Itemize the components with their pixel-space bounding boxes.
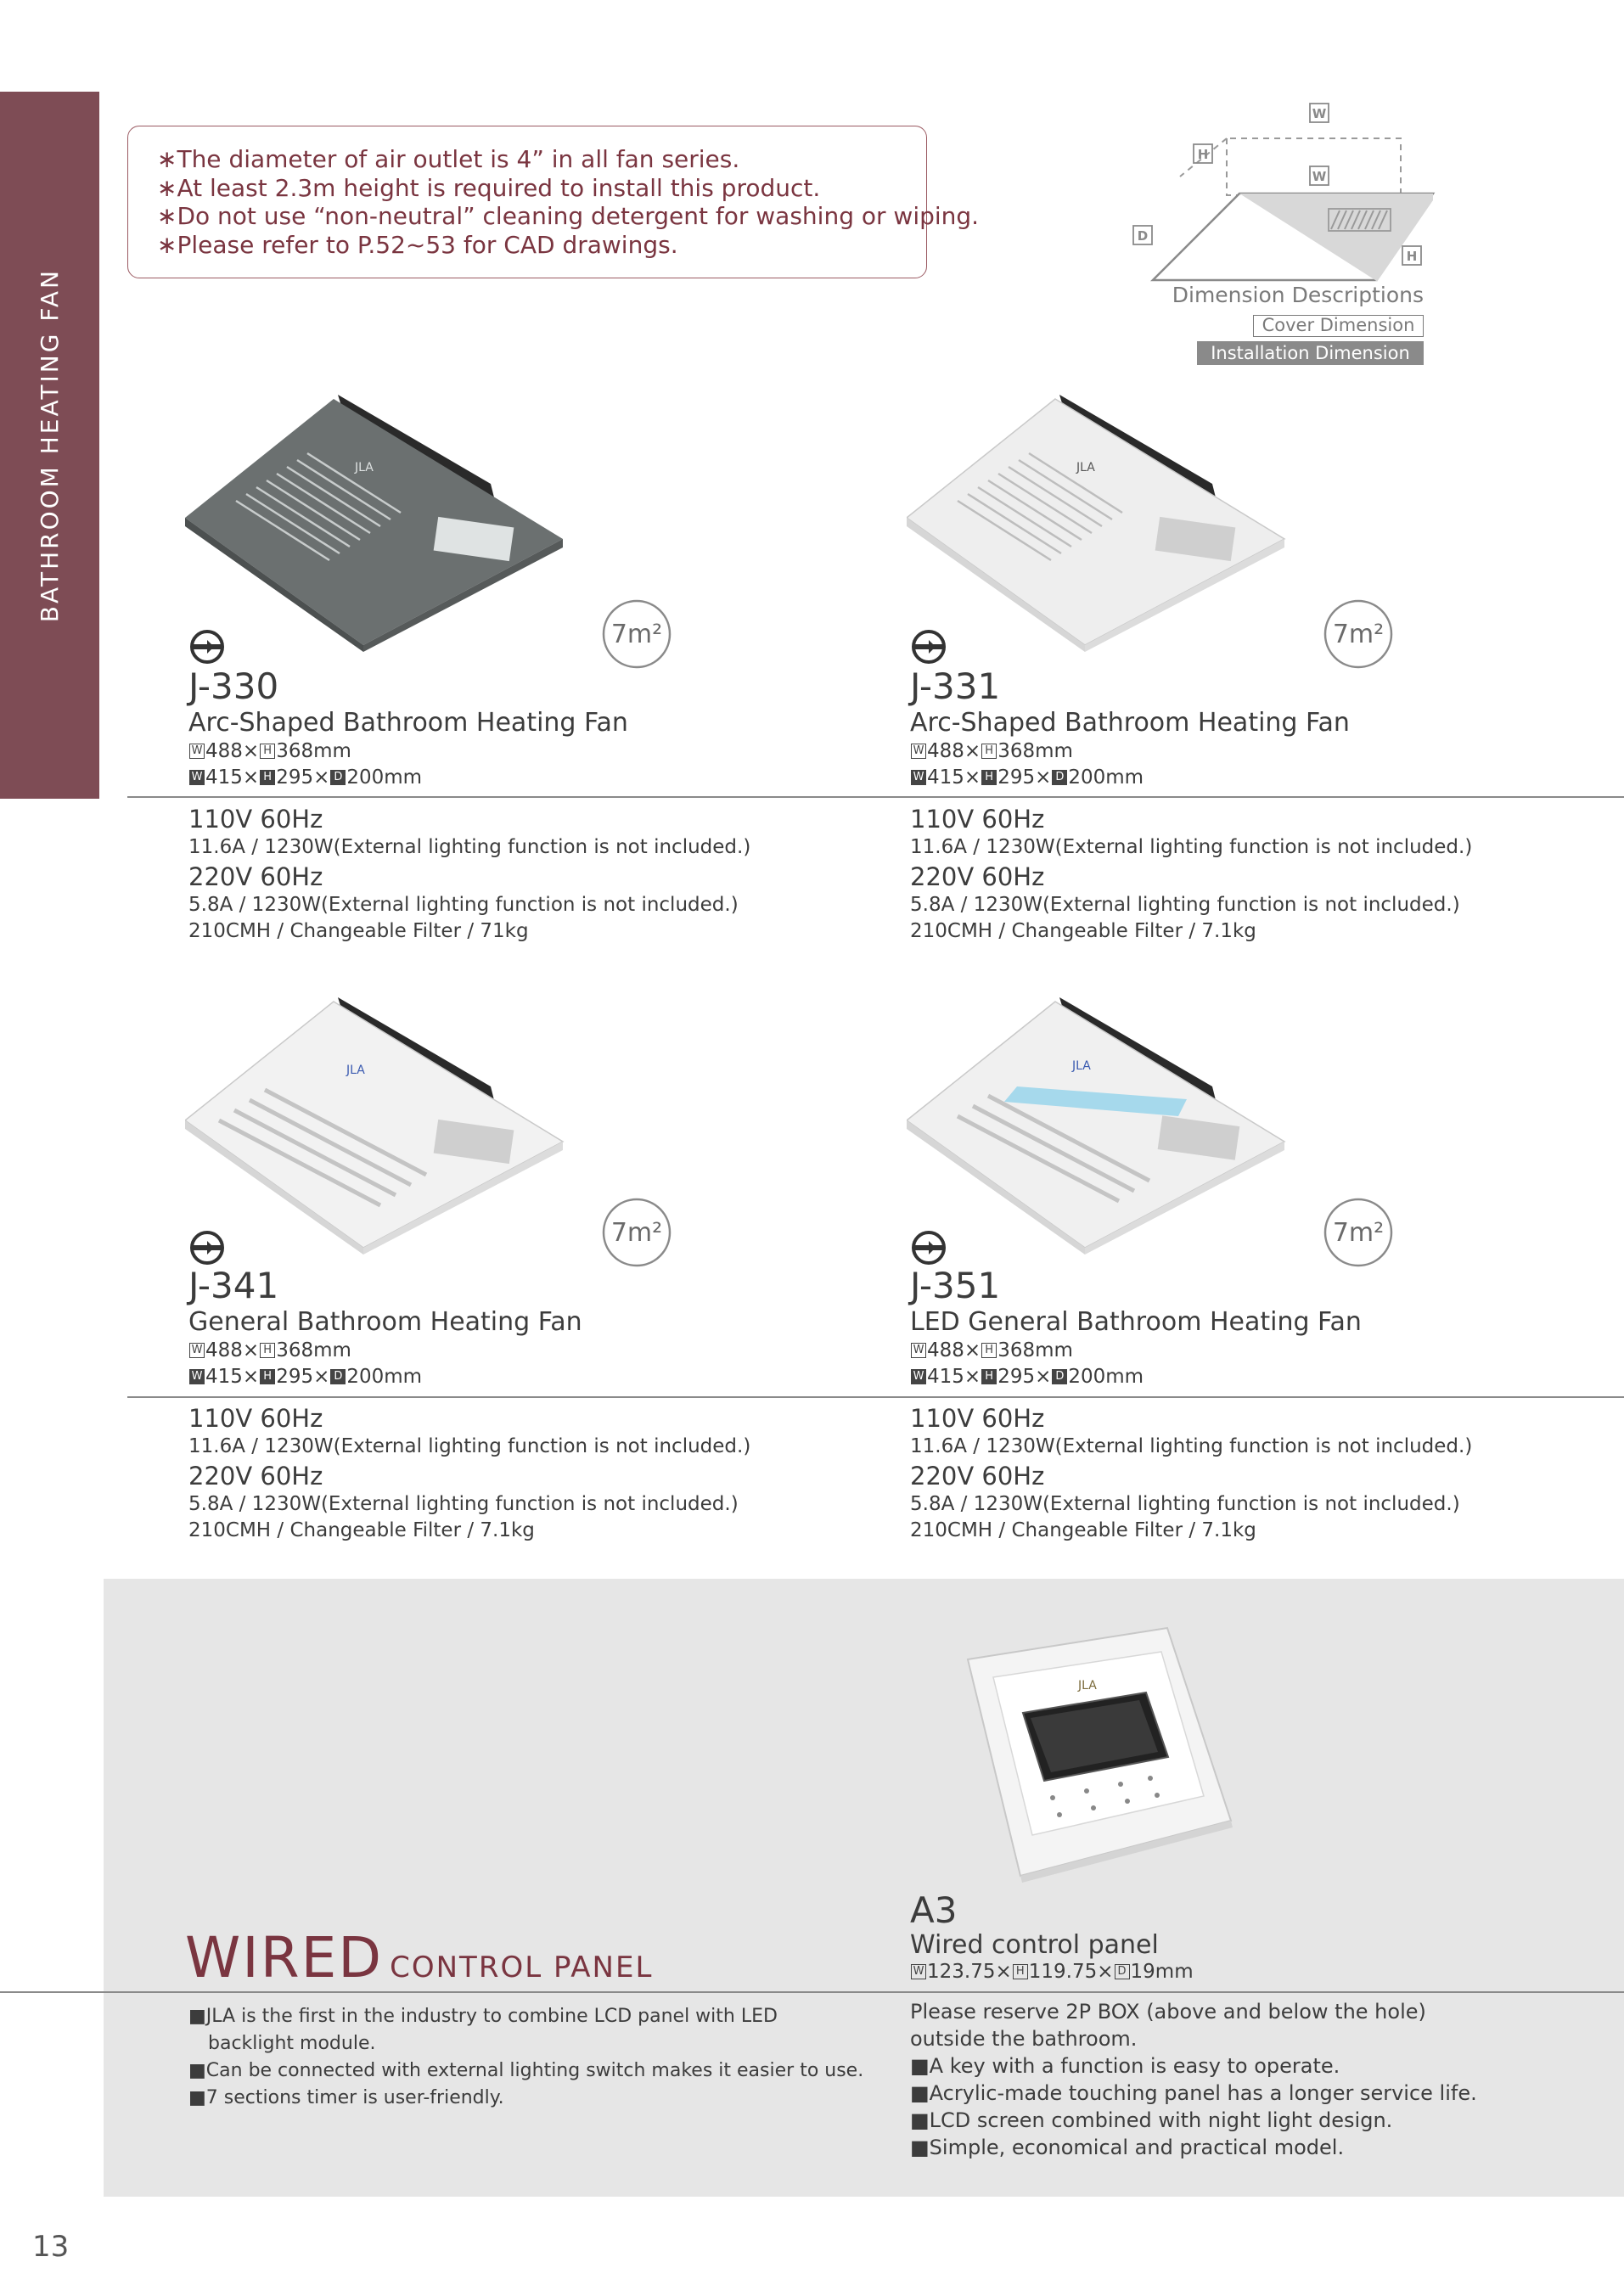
brand-logo: JLA — [1076, 461, 1095, 474]
voltage-220: 220V 60Hz — [188, 1462, 323, 1490]
product-model: J-341 — [188, 1265, 279, 1306]
wired-title-big: WIRED — [185, 1925, 384, 1990]
cover-dimensions: W 488 × H 368mm — [910, 738, 1073, 764]
coverage-badge-icon — [1323, 598, 1394, 670]
install-dimensions: W 415 × H 295 × D 200mm — [188, 1364, 422, 1389]
spec-220: 5.8A / 1230W(External lighting function is not included.) — [188, 894, 739, 916]
coverage-badge-icon — [601, 598, 672, 670]
feature-line: ■Can be connected with external lighting switch makes it easier to use. — [188, 2060, 864, 2081]
product-image-j341 — [185, 993, 567, 1256]
spec-extra: 210CMH / Changeable Filter / 7.1kg — [188, 1519, 535, 1541]
note-line: ∗Please refer to P.52~53 for CAD drawings. — [157, 230, 678, 259]
feature-line: backlight module. — [208, 2033, 376, 2054]
wired-title-small: CONTROL PANEL — [390, 1951, 654, 1984]
certification-mark-icon — [910, 1229, 947, 1266]
installation-dimension-label: Installation Dimension — [1197, 341, 1424, 365]
brand-logo: JLA — [355, 461, 374, 474]
coverage-badge-icon — [601, 1197, 672, 1268]
product-image-j331 — [907, 390, 1289, 654]
voltage-110: 110V 60Hz — [910, 805, 1045, 834]
section-divider — [127, 1396, 1624, 1398]
coverage-badge-icon — [1323, 1197, 1394, 1268]
dim-label-h: H — [1197, 147, 1209, 162]
voltage-220: 220V 60Hz — [910, 862, 1045, 891]
voltage-220: 220V 60Hz — [188, 862, 323, 891]
product-image-j351 — [907, 993, 1289, 1256]
product-model: J-331 — [910, 665, 1001, 707]
dim-label-h2: H — [1406, 249, 1418, 264]
cover-dimensions: W 488 × H 368mm — [188, 1338, 351, 1363]
voltage-110: 110V 60Hz — [188, 805, 323, 834]
side-tab-label-wrap — [0, 92, 99, 799]
section-divider — [0, 1991, 1624, 1993]
dimension-title: Dimension Descriptions — [1172, 283, 1424, 307]
product-name: Arc-Shaped Bathroom Heating Fan — [188, 708, 628, 738]
a3-dimensions: W 123.75 × H 119.75 × D 19mm — [910, 1959, 1194, 1984]
install-dimensions: W 415 × H 295 × D 200mm — [910, 765, 1144, 790]
section-divider — [127, 796, 1624, 798]
control-panel-image — [959, 1621, 1239, 1884]
coverage-badge-text: 7m² — [610, 620, 663, 649]
spec-110: 11.6A / 1230W(External lighting function is not included.) — [910, 836, 1473, 858]
note-line: ∗At least 2.3m height is required to install this product. — [157, 173, 821, 202]
voltage-110: 110V 60Hz — [910, 1404, 1045, 1433]
brand-logo: JLA — [1078, 1679, 1097, 1693]
feature-line: ■7 sections timer is user-friendly. — [188, 2087, 504, 2108]
spec-110: 11.6A / 1230W(External lighting function is not included.) — [188, 836, 751, 858]
product-model: J-330 — [188, 665, 279, 707]
certification-mark-icon — [910, 628, 947, 665]
spec-extra: 210CMH / Changeable Filter / 7.1kg — [910, 920, 1256, 942]
coverage-badge-text: 7m² — [1332, 1218, 1385, 1248]
wired-control-panel-title — [185, 1925, 653, 1990]
dim-label-w2: W — [1312, 169, 1327, 184]
a3-model: A3 — [910, 1889, 958, 1931]
product-image-j330 — [185, 390, 567, 654]
product-name: LED General Bathroom Heating Fan — [910, 1307, 1362, 1337]
brand-logo: JLA — [346, 1064, 365, 1077]
note-line: ∗The diameter of air outlet is 4” in all fan series. — [157, 145, 740, 173]
a3-line: outside the bathroom. — [910, 2027, 1138, 2051]
spec-110: 11.6A / 1230W(External lighting function is not included.) — [910, 1435, 1473, 1457]
spec-110: 11.6A / 1230W(External lighting function is not included.) — [188, 1435, 751, 1457]
product-name: General Bathroom Heating Fan — [188, 1307, 582, 1337]
certification-mark-icon — [188, 628, 226, 665]
coverage-badge-text: 7m² — [1332, 620, 1385, 649]
spec-extra: 210CMH / Changeable Filter / 7.1kg — [910, 1519, 1256, 1541]
a3-name: Wired control panel — [910, 1930, 1159, 1960]
certification-mark-icon — [188, 1229, 226, 1266]
cover-dimension-label: Cover Dimension — [1253, 315, 1424, 337]
a3-line: ■LCD screen combined with night light design. — [910, 2108, 1393, 2132]
brand-logo: JLA — [1072, 1059, 1091, 1073]
voltage-220: 220V 60Hz — [910, 1462, 1045, 1490]
side-tab-label: BATHROOM HEATING FAN — [36, 267, 64, 623]
product-model: J-351 — [910, 1265, 1001, 1306]
feature-line: ■JLA is the first in the industry to combine LCD panel with LED — [188, 2006, 778, 2027]
spec-220: 5.8A / 1230W(External lighting function is not included.) — [188, 1493, 739, 1515]
a3-line: Please reserve 2P BOX (above and below the hole) — [910, 2000, 1426, 2024]
coverage-badge-text: 7m² — [610, 1218, 663, 1248]
install-dimensions: W 415 × H 295 × D 200mm — [188, 765, 422, 790]
cover-dimensions: W 488 × H 368mm — [188, 738, 351, 764]
dim-label-w: W — [1312, 106, 1327, 121]
a3-line: ■Acrylic-made touching panel has a longer service life. — [910, 2081, 1477, 2105]
a3-line: ■Simple, economical and practical model. — [910, 2136, 1345, 2159]
dimension-diagram-icon — [1121, 100, 1443, 283]
spec-extra: 210CMH / Changeable Filter / 71kg — [188, 920, 529, 942]
voltage-110: 110V 60Hz — [188, 1404, 323, 1433]
cover-dimensions: W 488 × H 368mm — [910, 1338, 1073, 1363]
spec-220: 5.8A / 1230W(External lighting function is not included.) — [910, 1493, 1460, 1515]
dim-label-d: D — [1137, 228, 1149, 244]
page-number: 13 — [32, 2230, 70, 2264]
spec-220: 5.8A / 1230W(External lighting function is not included.) — [910, 894, 1460, 916]
notes-box — [127, 126, 980, 278]
install-dimensions: W 415 × H 295 × D 200mm — [910, 1364, 1144, 1389]
note-line: ∗Do not use “non-neutral” cleaning detergent for washing or wiping. — [157, 202, 980, 230]
product-name: Arc-Shaped Bathroom Heating Fan — [910, 708, 1350, 738]
a3-line: ■A key with a function is easy to operate. — [910, 2054, 1340, 2078]
